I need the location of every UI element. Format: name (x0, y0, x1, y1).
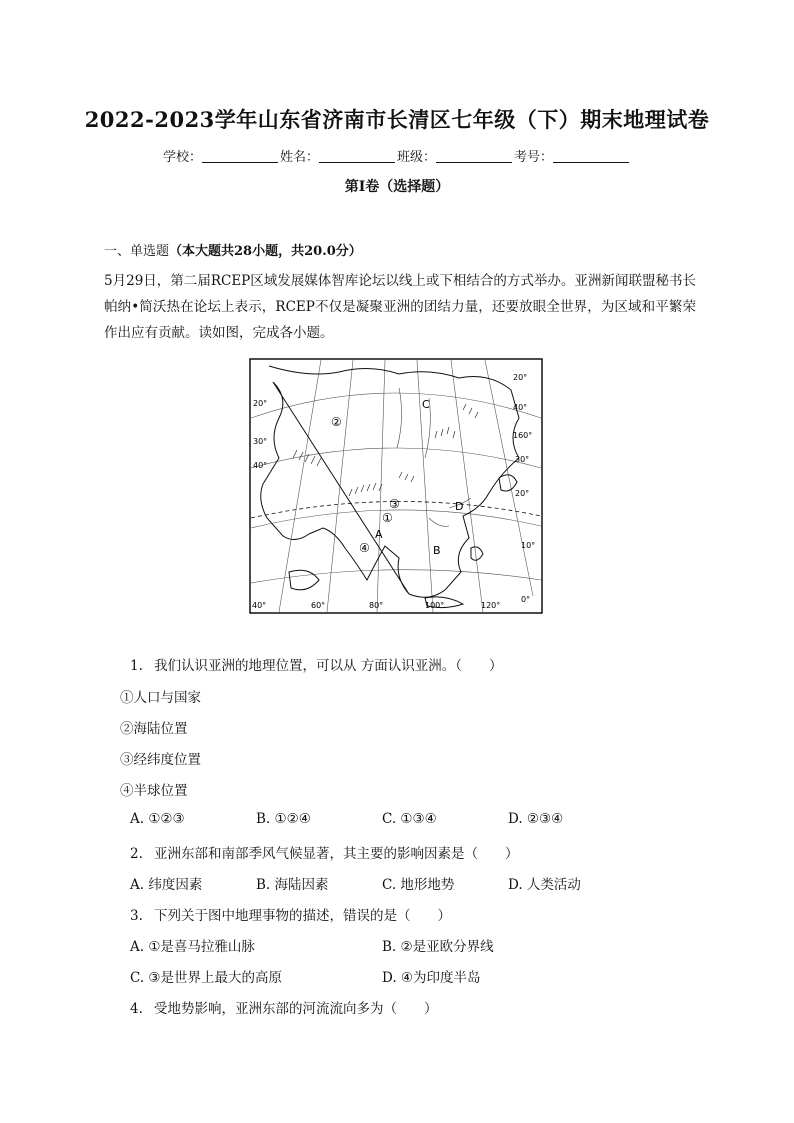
lat-label: 40° (513, 403, 528, 412)
question-1-item: ③经纬度位置 (120, 752, 201, 768)
option-b[interactable]: B. ②是亚欧分界线 (382, 939, 494, 955)
map-frame (250, 359, 542, 613)
name-label: 姓名： (279, 150, 319, 165)
question-1 (130, 654, 503, 674)
option-c[interactable]: C. ①③④ (382, 811, 437, 827)
option-d[interactable]: D. ②③④ (508, 811, 564, 827)
lon-label: 160° (513, 431, 533, 440)
school-blank (202, 150, 278, 163)
lat-label: 30° (515, 455, 530, 464)
option-a[interactable]: A. 纬度因素 (130, 877, 203, 893)
option-b[interactable]: B. ①②④ (256, 811, 311, 827)
student-info-line (0, 146, 794, 165)
lon-label: 40° (252, 601, 267, 610)
class-blank (436, 150, 512, 163)
marker-2: ② (331, 415, 342, 429)
lat-label: 40° (253, 461, 268, 470)
marker-D: D (455, 500, 464, 513)
class-label: 班级： (397, 150, 437, 165)
question-number: 3. (130, 908, 143, 924)
school-label: 学校： (162, 150, 202, 165)
lon-label: 60° (311, 601, 326, 610)
question-text: 下列关于图中地理事物的描述，错误的是（ ） (154, 908, 451, 924)
question-4 (130, 997, 438, 1017)
asia-map (249, 358, 543, 614)
lat-label: 0° (521, 595, 531, 604)
marker-A: A (375, 528, 383, 541)
question-3 (130, 904, 451, 924)
lon-label: 120° (481, 601, 501, 610)
section-heading (104, 240, 362, 259)
question-2 (130, 842, 519, 862)
lon-label: 100° (425, 601, 445, 610)
lon-label: 80° (369, 601, 384, 610)
option-a[interactable]: A. ①②③ (130, 811, 185, 827)
lat-label: 20° (513, 373, 528, 382)
option-d[interactable]: D. 人类活动 (508, 877, 581, 893)
marker-1: ① (382, 511, 393, 525)
section-label: 一、单选题 (104, 244, 170, 259)
option-c[interactable]: C. 地形地势 (382, 877, 455, 893)
question-text: 亚洲东部和南部季风气候显著，其主要的影响因素是（ ） (154, 846, 519, 862)
marker-4: ④ (359, 541, 370, 555)
exam-no-blank (553, 150, 629, 163)
question-number: 4. (130, 1001, 143, 1017)
lat-label: 30° (253, 437, 268, 446)
lat-label: 10° (521, 541, 536, 550)
reading-passage: 5月29日，第二届RCEP区域发展媒体智库论坛以线上或下相结合的方式举办。亚洲新闻联盟秘书长帕纳•简沃热在论坛上表示，RCEP不仅是凝聚亚洲的团结力量，还要放眼全世界，为区域和平繁荣作出应有贡献。读如图，完成各小题。 (104, 273, 696, 341)
exam-title: 2022-2023学年山东省济南市长清区七年级（下）期末地理试卷 (84, 107, 710, 132)
volume-heading: 第Ⅰ卷（选择题） (344, 179, 450, 195)
section-detail: （本大题共28小题，共20.0分） (169, 244, 362, 259)
marker-B: B (433, 544, 441, 557)
exam-no-label: 考号： (514, 150, 554, 165)
lat-label: 20° (515, 489, 530, 498)
question-1-item: ②海陆位置 (120, 721, 188, 737)
option-b[interactable]: B. 海陆因素 (256, 877, 329, 893)
question-1-item: ①人口与国家 (120, 690, 201, 706)
marker-3: ③ (389, 497, 400, 511)
question-number: 2. (130, 846, 143, 862)
marker-C: C (422, 398, 430, 411)
option-a[interactable]: A. ①是喜马拉雅山脉 (130, 939, 255, 955)
option-c[interactable]: C. ③是世界上最大的高原 (130, 970, 283, 986)
question-1-item: ④半球位置 (120, 783, 188, 799)
question-text: 受地势影响，亚洲东部的河流流向多为（ ） (154, 1001, 438, 1017)
question-number: 1. (130, 658, 143, 674)
name-blank (319, 150, 395, 163)
question-text: 我们认识亚洲的地理位置，可以从 方面认识亚洲。（ ） (154, 658, 503, 674)
lat-label: 20° (253, 399, 268, 408)
option-d[interactable]: D. ④为印度半岛 (382, 970, 481, 986)
